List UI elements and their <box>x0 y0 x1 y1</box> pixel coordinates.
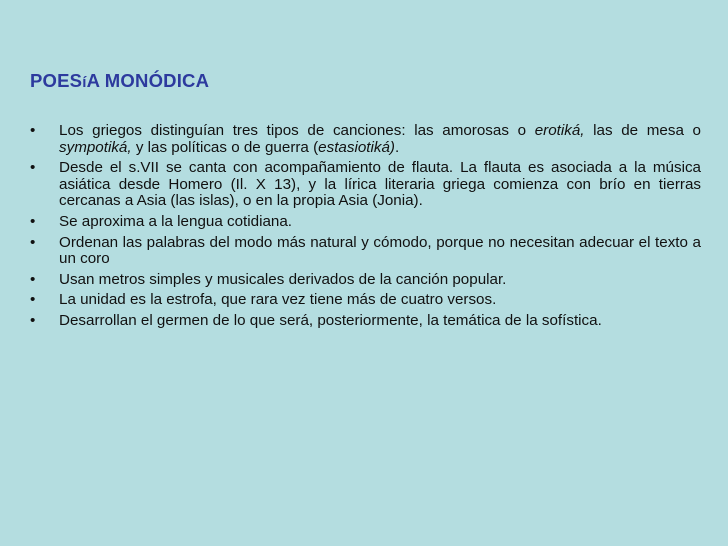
italic-term-estasiotika: estasiotiká) <box>318 138 395 156</box>
bullet-marker: • <box>30 159 36 177</box>
bullet-marker: • <box>30 311 36 329</box>
bullet-text: Desarrollan el germen de lo que será, posteriormente, la temática de la sofística. <box>59 311 602 329</box>
bullet-text <box>59 122 701 156</box>
bullet-text: Se aproxima a la lengua cotidiana. <box>59 212 293 230</box>
bullet-item <box>30 235 701 268</box>
bullet-text: Usan metros simples y musicales derivados de la canción popular. <box>59 270 507 288</box>
bullet-marker: • <box>30 291 36 309</box>
bullet-item <box>30 292 701 309</box>
bullet-marker: • <box>30 212 36 230</box>
italic-term-erotika: erotiká, <box>534 122 585 139</box>
text-segment: las de mesa o <box>584 122 701 139</box>
bullet-marker: • <box>30 122 36 139</box>
title-text-lowercase-i: í <box>82 74 87 91</box>
bullet-item <box>30 272 701 289</box>
bullet-item <box>30 214 701 231</box>
slide-title <box>30 70 209 92</box>
bullet-item <box>30 313 701 330</box>
bullet-item <box>30 123 701 156</box>
bullet-text: La unidad es la estrofa, que rara vez tiene más de cuatro versos. <box>59 291 497 309</box>
bullet-list <box>30 123 701 334</box>
text-segment: Los griegos distinguían tres tipos de canciones: las amorosas o <box>59 122 535 139</box>
italic-term-sympotika: sympotiká, <box>59 138 132 156</box>
bullet-item <box>30 160 701 210</box>
bullet-text: Ordenan las palabras del modo más natural y cómodo, porque no necesitan adecuar el texto a un coro <box>59 233 701 268</box>
title-text-start: POES <box>30 70 83 91</box>
text-segment: . <box>394 138 400 156</box>
bullet-text: Desde el s.VII se canta con acompañamiento de flauta. La flauta es asociada a la música asiática desde Homero (Il. X 13), y la lírica literaria griega comienza con brío en tierras cercanas a Asia (las islas), o en la propia Asia (Jonia). <box>59 159 701 210</box>
title-text-end: A MONÓDICA <box>86 70 210 91</box>
text-segment: y las políticas o de guerra ( <box>131 138 319 156</box>
bullet-marker: • <box>30 270 36 288</box>
bullet-marker: • <box>30 233 36 251</box>
